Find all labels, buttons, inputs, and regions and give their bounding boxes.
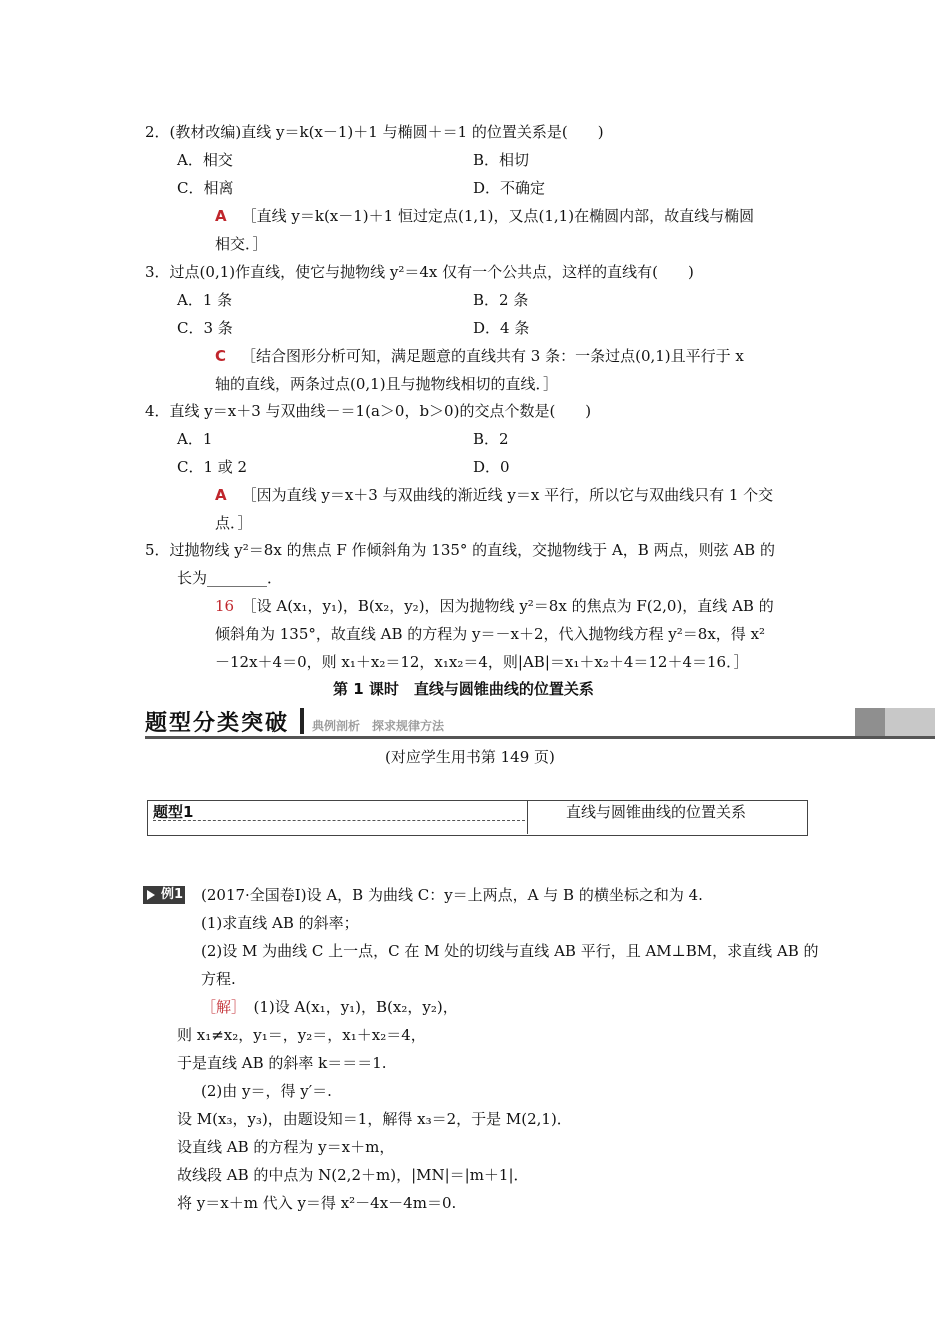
q3-option-a: A．1 条 — [177, 291, 233, 309]
solution-line-2: 则 x₁≠x₂，y₁＝，y₂＝，x₁＋x₂＝4， — [177, 1026, 426, 1044]
example-question-2-line2: 方程. — [201, 970, 236, 988]
lesson-title: 第 1 课时 直线与圆锥曲线的位置关系 — [333, 680, 594, 698]
banner-rule — [145, 736, 935, 739]
q3-option-c: C．3 条 — [177, 319, 233, 337]
solution-line-5: 设 M(x₃，y₃)，由题设知＝1，解得 x₃＝2，于是 M(2,1)． — [177, 1110, 572, 1128]
example-stem: (2017·全国卷Ⅰ)设 A，B 为曲线 C：y＝上两点，A 与 B 的横坐标之和为 4. — [201, 886, 703, 904]
q3-exp-text1: ［结合图形分析可知，满足题意的直线共有 3 条：一条过点(0,1)且平行于 x — [241, 347, 744, 365]
q2-explanation-line2: 相交．］ — [215, 235, 268, 253]
triangle-icon — [147, 890, 155, 900]
banner-light-block — [885, 708, 935, 736]
q5-explanation-line1 — [215, 596, 774, 616]
solution-line-1 — [201, 997, 458, 1017]
solution-line-3: 于是直线 AB 的斜率 k＝＝＝1. — [177, 1054, 387, 1072]
type-box-divider — [527, 800, 528, 834]
type-box-dashed-line — [153, 820, 525, 821]
q4-option-c: C．1 或 2 — [177, 458, 248, 476]
example-tag — [143, 886, 185, 904]
example-question-1: (1)求直线 AB 的斜率； — [201, 914, 359, 932]
solution-label: ［解］ — [201, 998, 247, 1016]
section-banner-subtitle: 典例剖析 探求规律方法 — [312, 719, 445, 733]
example-question-2-line1: (2)设 M 为曲线 C 上一点，C 在 M 处的切线与直线 AB 平行，且 AM⊥BM，求直线 AB 的 — [201, 942, 819, 960]
q4-explanation-line2: 点．］ — [215, 514, 253, 532]
section-banner-title: 题型分类突破 — [145, 711, 290, 736]
example-tag-label: 例1 — [161, 887, 184, 902]
solution-line-4: (2)由 y＝，得 y′＝. — [201, 1082, 332, 1100]
question-3-stem: 3．过点(0,1)作直线，使它与抛物线 y²＝4x 仅有一个公共点，这样的直线有( ) — [145, 263, 694, 281]
banner-divider — [300, 708, 304, 734]
q5-explanation-line2: 倾斜角为 135°，故直线 AB 的方程为 y＝－x＋2，代入抛物线方程 y²＝8x，得 x² — [215, 625, 766, 643]
q4-answer: A — [215, 486, 227, 504]
q3-answer: C — [215, 347, 227, 365]
q4-exp-text1: ［因为直线 y＝x＋3 与双曲线的渐近线 y＝x 平行，所以它与双曲线只有 1 个交 — [241, 486, 774, 504]
q4-explanation-line1 — [215, 485, 773, 505]
q2-exp-text1: ［直线 y＝k(x－1)＋1 恒过定点(1,1)，又点(1,1)在椭圆内部，故直线与椭圆 — [241, 207, 755, 225]
q2-option-d: D．不确定 — [473, 179, 546, 197]
q3-explanation-line2: 轴的直线，两条过点(0,1)且与抛物线相切的直线．］ — [215, 375, 559, 393]
q5-exp-text1: ［设 A(x₁，y₁)，B(x₂，y₂)，因为抛物线 y²＝8x 的焦点为 F(2,0)，直线 AB 的 — [241, 597, 774, 615]
q3-option-d: D．4 条 — [473, 319, 530, 337]
q5-explanation-line3: －12x＋4＝0，则 x₁＋x₂＝12，x₁x₂＝4，则|AB|＝x₁＋x₂＋4＝12＋4＝16．］ — [215, 653, 749, 671]
type-box-label: 题型1 — [153, 803, 194, 821]
type-box-title: 直线与圆锥曲线的位置关系 — [566, 803, 747, 821]
q4-option-b: B．2 — [473, 430, 509, 448]
question-5-stem-line1: 5．过抛物线 y²＝8x 的焦点 F 作倾斜角为 135° 的直线，交抛物线于 A，B 两点，则弦 AB 的 — [145, 541, 775, 559]
q4-option-d: D．0 — [473, 458, 510, 476]
q2-option-c: C．相离 — [177, 179, 234, 197]
q2-option-a: A．相交 — [177, 151, 233, 169]
solution-text-1: (1)设 A(x₁，y₁)，B(x₂，y₂)， — [253, 998, 458, 1016]
solution-line-8: 将 y＝x＋m 代入 y＝得 x²－4x－4m＝0. — [177, 1194, 457, 1212]
question-5-stem-line2: 长为________． — [177, 569, 283, 587]
q2-option-b: B．相切 — [473, 151, 530, 169]
q2-explanation-line1 — [215, 206, 754, 226]
page-reference: (对应学生用书第 149 页) — [385, 748, 555, 766]
question-2-stem: 2．(教材改编)直线 y＝k(x－1)＋1 与椭圆＋＝1 的位置关系是( ) — [145, 123, 604, 141]
solution-line-6: 设直线 AB 的方程为 y＝x＋m， — [177, 1138, 395, 1156]
solution-line-7: 故线段 AB 的中点为 N(2,2＋m)，|MN|＝|m＋1|． — [177, 1166, 529, 1184]
banner-dark-block — [855, 708, 885, 736]
question-4-stem: 4．直线 y＝x＋3 与双曲线－＝1(a＞0，b＞0)的交点个数是( ) — [145, 402, 592, 420]
q3-explanation-line1 — [215, 346, 744, 366]
q5-answer: 16 — [215, 597, 235, 615]
q4-option-a: A．1 — [177, 430, 213, 448]
q3-option-b: B．2 条 — [473, 291, 529, 309]
q2-answer: A — [215, 207, 227, 225]
